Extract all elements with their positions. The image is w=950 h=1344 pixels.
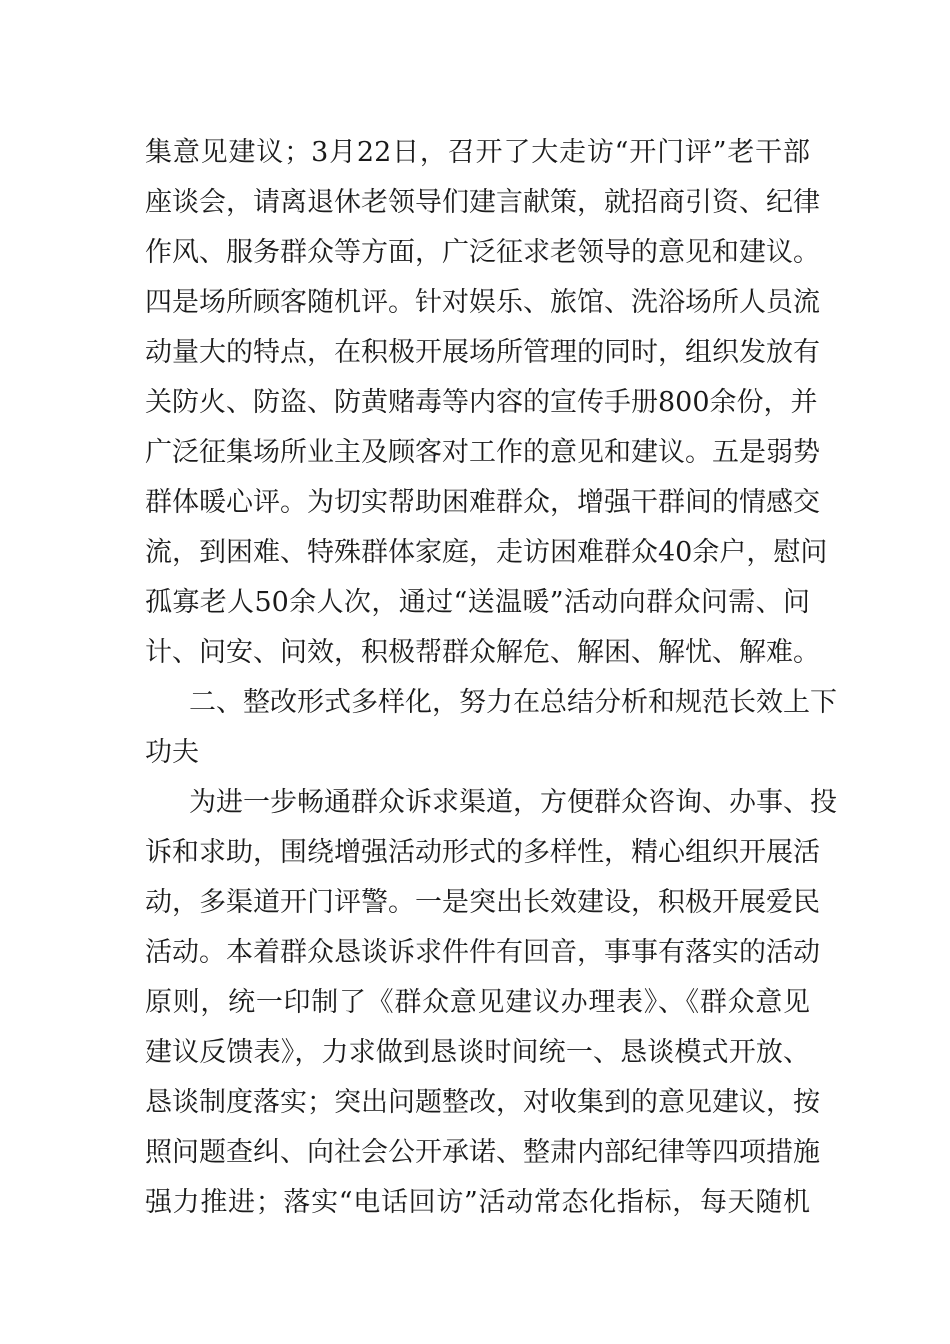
- text-line: 集意见建议；3月22日，召开了大走访“开门评”老干部: [145, 137, 810, 168]
- text-line: 流，到困难、特殊群体家庭，走访困难群众40余户，慰问: [145, 537, 828, 568]
- section-heading-continued: 功夫: [145, 737, 199, 768]
- text-line: 为进一步畅通群众诉求渠道，方便群众咨询、办事、投: [189, 787, 837, 818]
- text-line: 动量大的特点，在积极开展场所管理的同时，组织发放有: [145, 337, 820, 368]
- text-line: 广泛征集场所业主及顾客对工作的意见和建议。五是弱势: [145, 437, 820, 468]
- text-line: 孤寡老人50余人次，通过“送温暖”活动向群众问需、问: [145, 587, 810, 618]
- text-line: 关防火、防盗、防黄赌毒等内容的宣传手册800余份，并: [145, 387, 818, 418]
- text-line: 座谈会，请离退休老领导们建言献策，就招商引资、纪律: [145, 187, 820, 218]
- text-line: 诉和求助，围绕增强活动形式的多样性，精心组织开展活: [145, 837, 820, 868]
- text-line: 作风、服务群众等方面，广泛征求老领导的意见和建议。: [145, 237, 820, 268]
- text-line: 强力推进；落实“电话回访”活动常态化指标，每天随机: [145, 1187, 810, 1218]
- text-line: 活动。本着群众恳谈诉求件件有回音，事事有落实的活动: [145, 937, 820, 968]
- text-line: 恳谈制度落实；突出问题整改，对收集到的意见建议，按: [145, 1087, 820, 1118]
- text-line: 建议反馈表》，力求做到恳谈时间统一、恳谈模式开放、: [145, 1037, 810, 1068]
- text-line: 四是场所顾客随机评。针对娱乐、旅馆、洗浴场所人员流: [145, 287, 820, 318]
- text-line: 计、问安、问效，积极帮群众解危、解困、解忧、解难。: [145, 637, 820, 668]
- text-line: 群体暖心评。为切实帮助困难群众，增强干群间的情感交: [145, 487, 820, 518]
- text-line: 照问题查纠、向社会公开承诺、整肃内部纪律等四项措施: [145, 1137, 820, 1168]
- section-heading: 二、整改形式多样化，努力在总结分析和规范长效上下: [189, 687, 837, 718]
- text-line: 动，多渠道开门评警。一是突出长效建设，积极开展爱民: [145, 887, 820, 918]
- text-line: 原则，统一印制了《群众意见建议办理表》、《群众意见: [145, 987, 810, 1018]
